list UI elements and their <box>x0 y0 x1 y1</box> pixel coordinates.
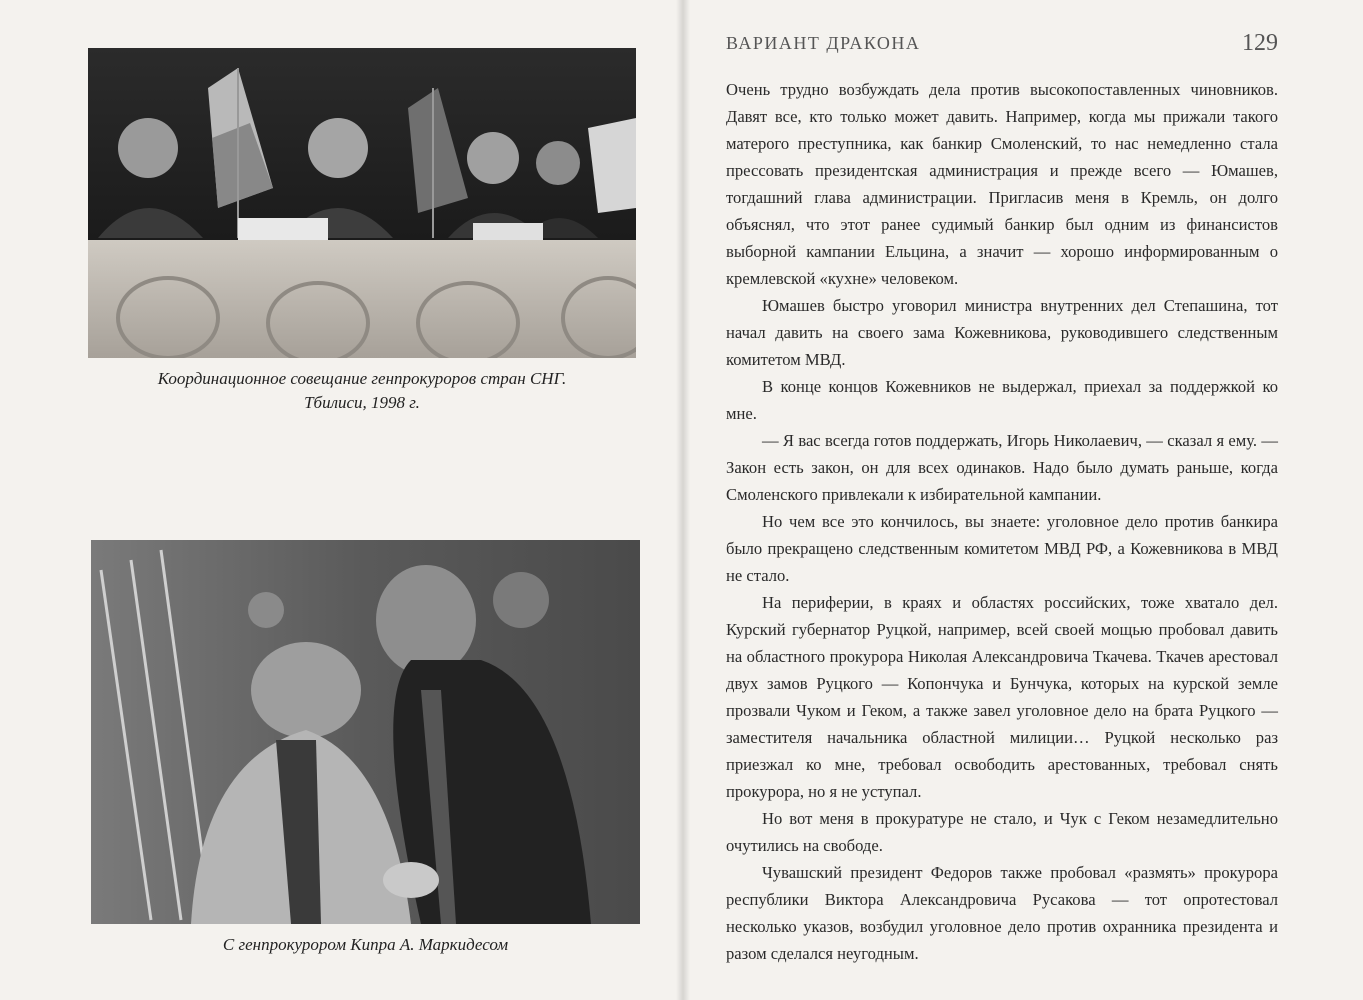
running-head: ВАРИАНТ ДРАКОНА <box>726 33 921 53</box>
paragraph: В конце концов Кожевников не выдержал, приехал за поддержкой ко мне. <box>726 377 1278 423</box>
paragraph: Чувашский президент Федоров также пробовал «размять» прокурора республики Виктора Александровича Русакова — тот опротестовал несколько указов, возбудил уголовное дело против охранника президента и разом сделался неугодным. <box>726 863 1278 963</box>
caption-line: Координационное совещание генпрокуроров стран СНГ. <box>157 369 567 388</box>
body-text <box>726 76 1278 967</box>
photo-conference <box>88 48 636 358</box>
photo-caption-handshake <box>91 933 640 957</box>
paragraph: Но чем все это кончилось, вы знаете: уголовное дело против банкира было прекращено следственным комитетом МВД РФ, а Кожевникова в МВД не стало. <box>726 512 1278 585</box>
photo-handshake <box>91 540 640 924</box>
paragraph: Но вот меня в прокуратуре не стало, и Чук с Геком незамедлительно очутились на свободе. <box>726 809 1278 855</box>
photo-caption-conference <box>88 367 636 415</box>
paragraph: На периферии, в краях и областях российских, тоже хватало дел. Курский губернатор Руцкой, например, всей своей мощью пробовал давить на областного прокурора Николая Александровича Ткачева. Ткачев арестовал двух замов Руцкого — Копончука и Бунчука, которых на курской земле прозвали Чуком и Геком, а также завел уголовное дело на брата Руцкого — заместителя начальника областной милиции… Руцкой несколько раз приезжал ко мне, требовал освободить арестованных, требовал снять прокурора, но я не уступал. <box>726 593 1278 801</box>
caption-line: Тбилиси, 1998 г. <box>304 393 420 412</box>
paragraph: — Я вас всегда готов поддержать, Игорь Николаевич, — сказал я ему. — Закон есть закон, он для всех одинаков. Надо было думать раньше, когда Смоленского привлекали к избирательной кампании. <box>726 431 1278 504</box>
conference-photo-drawing <box>88 48 636 358</box>
page-number: 129 <box>1242 30 1278 56</box>
handshake-photo-drawing <box>91 540 640 924</box>
paragraph: Юмашев быстро уговорил министра внутренних дел Степашина, тот начал давить на своего зама Кожевникова, руководившего следственным комитетом МВД. <box>726 296 1278 369</box>
caption-line: С генпрокурором Кипра А. Маркидесом <box>222 935 509 954</box>
paragraph: Очень трудно возбуждать дела против высокопоставленных чиновников. Давят все, кто только может давить. Например, когда мы прижали такого матерого преступника, как банкир Смоленский, то нас немедленно стала прессовать президентская администрация и прежде всего — Юмашев, тогдашний глава администрации. Пригласив меня в Кремль, он долго объяснял, что этот ранее судимый банкир был одним из финансистов выборной кампании Ельцина, а значит — хорошо информированным о кремлевской «кухне» человеком. <box>726 80 1278 288</box>
book-gutter <box>676 0 690 1000</box>
